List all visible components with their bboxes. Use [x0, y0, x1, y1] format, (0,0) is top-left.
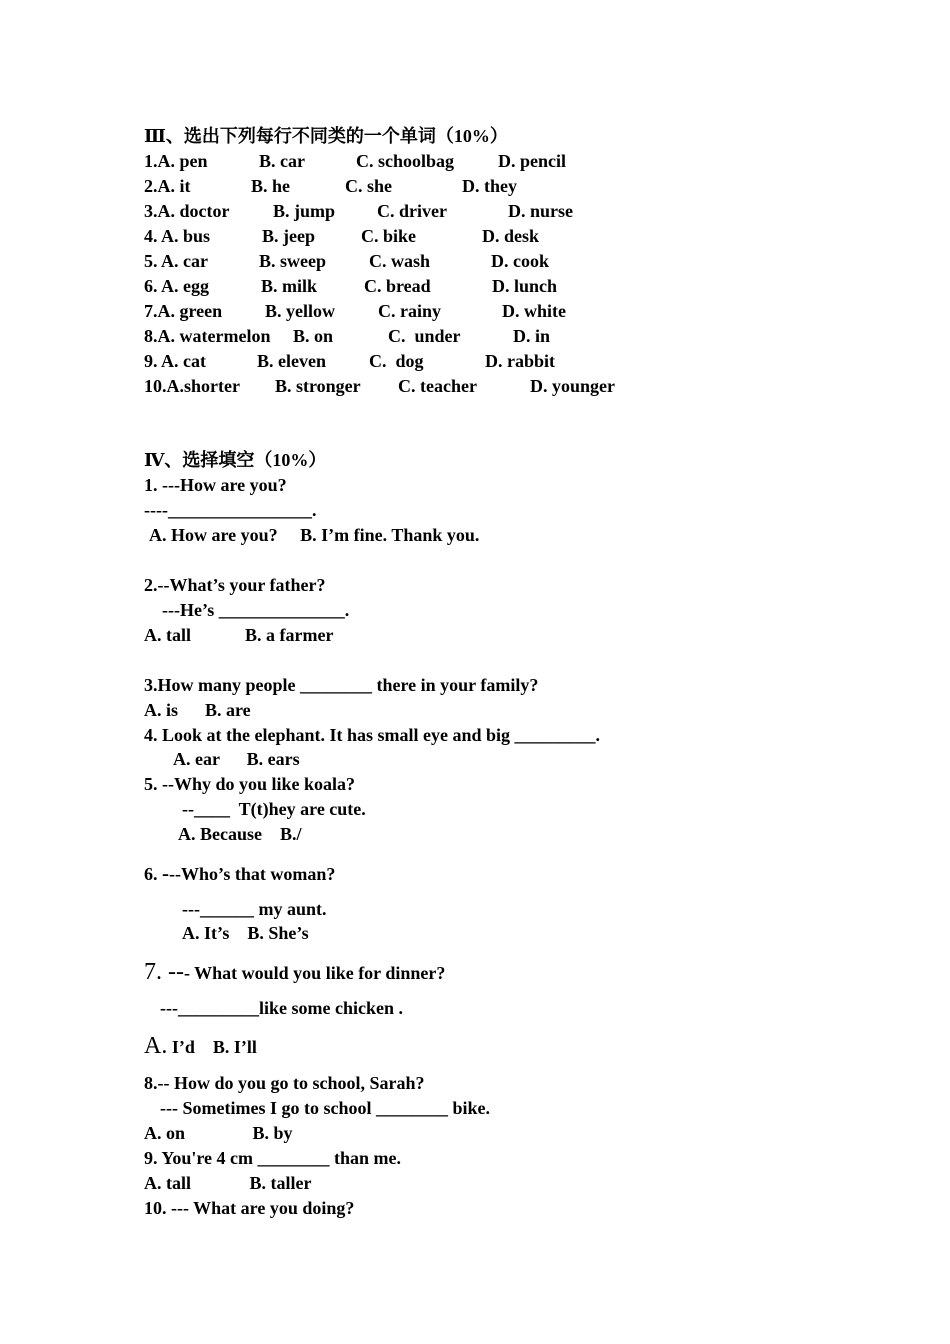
option-d: D. younger — [530, 376, 615, 396]
option-a: 1.A. pen — [144, 151, 208, 171]
option-d: D. pencil — [498, 151, 567, 171]
option-b: B. sweep — [259, 251, 326, 271]
option-b: B. milk — [261, 276, 318, 296]
answer-blank: --- Sometimes I go to school ________ bike. — [160, 1098, 490, 1118]
option-b: B. he — [251, 176, 291, 196]
option-c: C. under — [388, 326, 461, 346]
option-b: B. eleven — [257, 351, 326, 371]
option-d: D. nurse — [508, 201, 574, 221]
question-text: 2.--What’s your father? — [144, 575, 326, 595]
question-text: 5. --Why do you like koala? — [144, 774, 356, 794]
option-a: 8.A. watermelon — [144, 326, 271, 346]
question-text: 3.How many people ________ there in your family? — [144, 675, 539, 695]
option-c: C. rainy — [378, 301, 441, 321]
option-a: 6. A. egg — [144, 276, 209, 296]
option-c: C. wash — [369, 251, 431, 271]
option-c: C. driver — [377, 201, 447, 221]
option-d: D. desk — [482, 226, 540, 246]
option-a: 7.A. green — [144, 301, 223, 321]
option-c: C. teacher — [398, 376, 477, 396]
option-a: 2.A. it — [144, 176, 191, 196]
question-text: 1. ---How are you? — [144, 475, 287, 495]
answer-blank: --____ T(t)hey are cute. — [182, 799, 366, 819]
answer-blank: ---_________like some chicken . — [160, 998, 403, 1018]
option-d: D. white — [502, 301, 566, 321]
answer-blank: ---______ my aunt. — [182, 899, 327, 919]
question-text: 6. ---Who’s that woman? — [144, 861, 336, 885]
option-b: B. jeep — [262, 226, 315, 246]
option-c: C. bread — [364, 276, 431, 296]
answer-options: A. Because B./ — [178, 824, 302, 844]
section-3-title: Ⅲ、选出下列每行不同类的一个单词（10%） — [144, 126, 508, 146]
option-d: D. in — [513, 326, 551, 346]
option-a: 10.A.shorter — [144, 376, 240, 396]
option-a: 5. A. car — [144, 251, 208, 271]
answer-options: A. ear B. ears — [173, 749, 300, 769]
option-d: D. lunch — [492, 276, 558, 296]
option-a: 4. A. bus — [144, 226, 211, 246]
option-b: B. yellow — [265, 301, 335, 321]
answer-blank: ----________________. — [144, 500, 317, 520]
option-b: B. stronger — [275, 376, 361, 396]
option-c: C. she — [345, 176, 393, 196]
option-d: D. cook — [491, 251, 549, 271]
option-a: 9. A. cat — [144, 351, 206, 371]
option-b: B. on — [293, 326, 334, 346]
option-a: 3.A. doctor — [144, 201, 230, 221]
answer-options: A. on B. by — [144, 1123, 293, 1143]
option-d: D. rabbit — [485, 351, 556, 371]
answer-blank: ---He’s ______________. — [162, 600, 350, 620]
option-c: C. schoolbag — [356, 151, 455, 171]
question-text: 9. You're 4 cm ________ than me. — [144, 1148, 401, 1168]
section-4-title: Ⅳ、选择填空（10%） — [144, 450, 327, 470]
option-b: B. car — [259, 151, 305, 171]
answer-options: A. tall B. a farmer — [144, 625, 334, 645]
question-text: 7. --- What would you like for dinner? — [144, 959, 446, 985]
question-text: 10. --- What are you doing? — [144, 1198, 355, 1218]
answer-options: A. How are you? B. I’m fine. Thank you. — [149, 525, 480, 545]
answer-options: A. is B. are — [144, 700, 251, 720]
option-c: C. bike — [361, 226, 417, 246]
answer-options: A. I’d B. I’ll — [144, 1033, 257, 1059]
answer-options: A. tall B. taller — [144, 1173, 312, 1193]
option-c: C. dog — [369, 351, 424, 371]
answer-options: A. It’s B. She’s — [182, 923, 309, 943]
option-b: B. jump — [273, 201, 336, 221]
option-d: D. they — [462, 176, 517, 196]
question-text: 8.-- How do you go to school, Sarah? — [144, 1073, 425, 1093]
question-text: 4. Look at the elephant. It has small eye and big _________. — [144, 725, 601, 745]
